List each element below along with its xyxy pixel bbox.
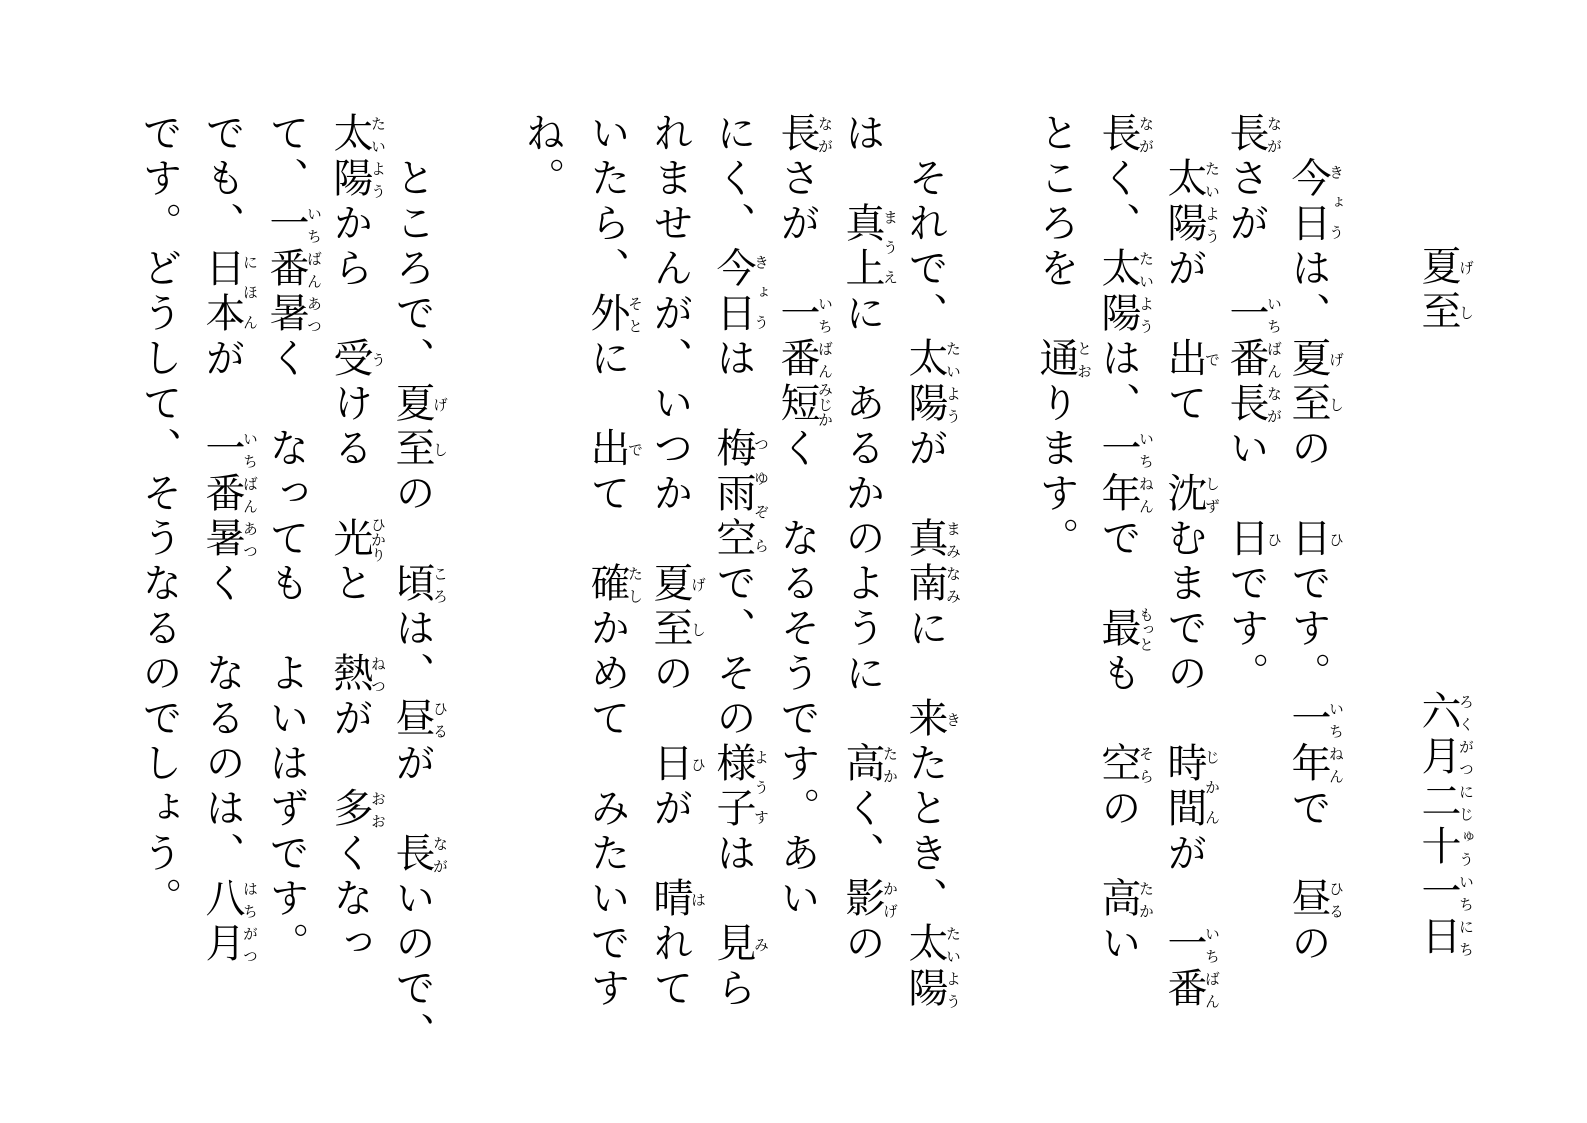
body-line: ところを 通とおります。 <box>1033 112 1093 562</box>
body-line: でも、日本にほんが 一番いちばん暑あつく なるのは、八月はちがつ <box>199 112 259 967</box>
body-line: ところで、夏至げしの 頃ころは、昼ひるが 長ながいので、 <box>389 112 449 1057</box>
document-date: 六月ろくがつ二十一日にじゅういちにち <box>1415 690 1475 960</box>
body-line: 太陽たいようから 受うける 光ひかりと 熱ねつが 多おおくなっ <box>327 112 387 967</box>
document-title: 夏げ至し <box>1415 245 1475 335</box>
body-line: です。どうして、そうなるのでしょう。 <box>136 112 182 922</box>
body-line: は 真上まうえに あるかのように 高たかく、影かげの <box>839 112 899 967</box>
body-line: 太陽たいようが 出でて 沈しずむまでの 時間じかんが 一番いちばん <box>1161 157 1221 1012</box>
body-line: にく、今日きょうは 梅雨空つゆぞらで、その様子ようすは 見みら <box>710 112 770 1012</box>
body-line: いたら、外そとに 出でて 確たしかめて みたいです <box>584 112 644 1012</box>
body-line: ね。 <box>519 112 565 202</box>
body-line: 長ながく、太陽たいようは、一年いちねんで 最もっとも 空そらの 高たかい <box>1095 112 1155 967</box>
body-line: それで、太陽たいようが 真南まみなみに 来きたとき、太陽たいよう <box>902 112 962 1012</box>
body-line: て、一番いちばん暑あつく なっても よいはずです。 <box>263 112 323 967</box>
body-line: 今日きょうは、夏至げしの 日ひです。一年いちねんで 昼ひるの <box>1285 157 1345 967</box>
body-line: 長ながさが 一番いちばん短みじかく なるそうです。あい <box>774 112 834 922</box>
body-line: 長ながさが 一番いちばん長ながい 日ひです。 <box>1223 112 1283 697</box>
body-line: れませんが、いつか 夏至げしの 日ひが 晴はれて <box>647 112 707 1012</box>
